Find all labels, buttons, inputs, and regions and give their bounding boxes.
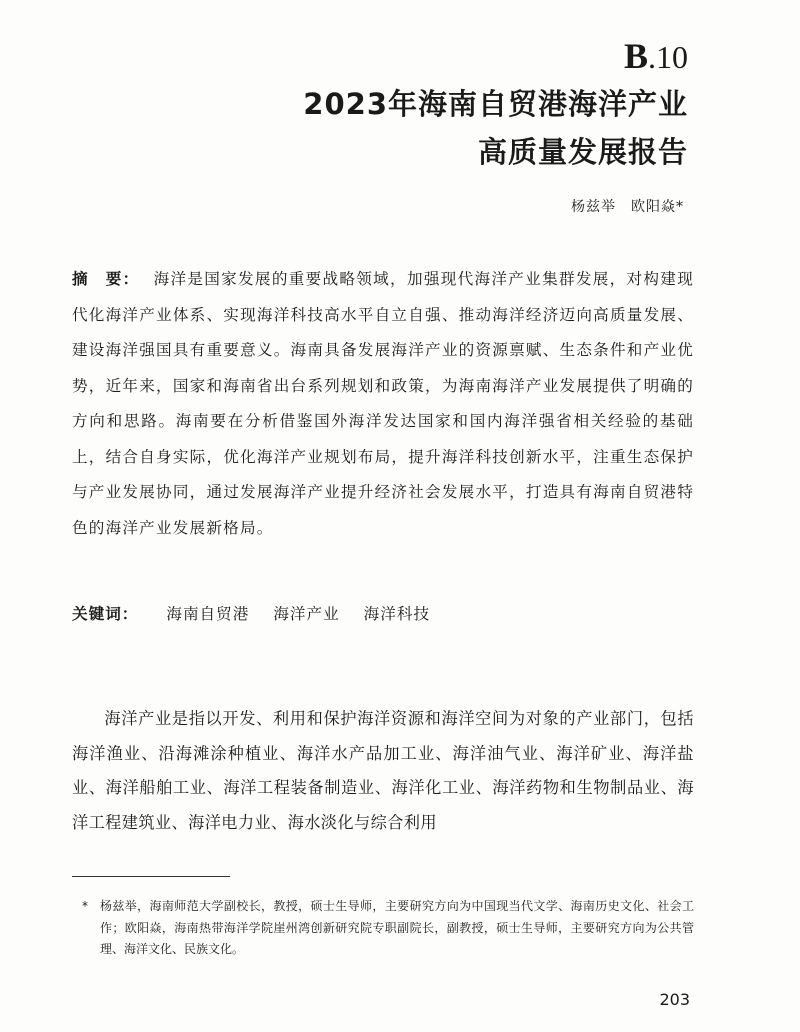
page-number: 203 xyxy=(659,990,690,1009)
footnote-text: 杨兹举，海南师范大学副校长，教授，硕士生导师，主要研究方向为中国现当代文学、海南历史文化、社会工作；欧阳焱，海南热带海洋学院崖州湾创新研究院专职副院长，副教授，硕士生导师，主要研究方向为公共管理、海洋文化、民族文化。 xyxy=(100,899,694,956)
footnote-marker: * xyxy=(82,899,88,913)
keywords-label: 关键词： xyxy=(72,605,139,623)
title-line-1: 2023年海南自贸港海洋产业 xyxy=(303,87,688,121)
abstract xyxy=(72,262,694,546)
keyword-item: 海南自贸港 xyxy=(166,605,250,623)
title-line-2: 高质量发展报告 xyxy=(477,135,688,169)
keyword-item: 海洋产业 xyxy=(273,605,340,623)
chapter-index: .10 xyxy=(648,39,688,75)
chapter-number xyxy=(624,34,688,79)
series-letter: B xyxy=(623,36,648,76)
keywords xyxy=(72,602,448,624)
footnote-divider xyxy=(72,876,230,877)
authors: 杨兹举 欧阳焱* xyxy=(571,199,684,215)
footnote xyxy=(82,896,694,961)
abstract-label: 摘 要： xyxy=(72,270,140,288)
body-paragraph: 海洋产业是指以开发、利用和保护海洋资源和海洋空间为对象的产业部门，包括海洋渔业、沿海滩涂种植业、海洋水产品加工业、海洋油气业、海洋矿业、海洋盐业、海洋船舶工业、海洋工程装备制造业、海洋化工业、海洋药物和生物制品业、海洋工程建筑业、海洋电力业、海水淡化与综合利用 xyxy=(72,709,694,832)
keyword-item: 海洋科技 xyxy=(363,605,431,623)
abstract-text: 海洋是国家发展的重要战略领域，加强现代海洋产业集群发展，对构建现代化海洋产业体系、实现海洋科技高水平自立自强、推动海洋经济迈向高质量发展、建设海洋强国具有重要意义。海南具备发展海洋产业的资源禀赋、生态条件和产业优势，近年来，国家和海南省出台系列规划和政策，为海南海洋产业发展提供了明确的方向和思路。海南要在分析借鉴国外海洋发达国家和国内海洋强省相关经验的基础上，结合自身实际，优化海洋产业规划布局，提升海洋科技创新水平，注重生态保护与产业发展协同，通过发展海洋产业提升经济社会发展水平，打造具有海南自贸港特色的海洋产业发展新格局。 xyxy=(72,270,694,537)
